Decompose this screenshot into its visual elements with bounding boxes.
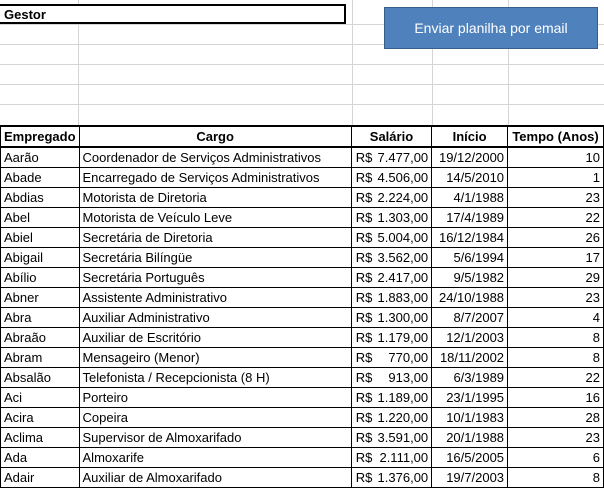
salary-value: 3.591,00 — [377, 430, 429, 445]
table-header-row — [1, 126, 604, 147]
cell-cargo[interactable]: Auxiliar de Escritório — [79, 328, 351, 348]
cell-inicio[interactable]: 18/11/2002 — [432, 348, 508, 368]
cell-cargo[interactable]: Secretária Bilíngüe — [79, 248, 351, 268]
cell-empregado[interactable]: Abraão — [1, 328, 80, 348]
cell-empregado[interactable]: Adair — [1, 468, 80, 488]
cell-cargo[interactable]: Almoxarife — [79, 448, 351, 468]
cell-cargo[interactable]: Porteiro — [79, 388, 351, 408]
currency-symbol: R$ — [355, 270, 373, 285]
cell-salario[interactable] — [351, 288, 431, 308]
table-row — [1, 368, 604, 388]
gridline — [0, 84, 604, 85]
table-row — [1, 208, 604, 228]
cell-inicio[interactable]: 8/7/2007 — [432, 308, 508, 328]
cell-tempo[interactable]: 23 — [508, 188, 604, 208]
currency-symbol: R$ — [355, 150, 373, 165]
currency-symbol: R$ — [355, 290, 373, 305]
cell-salario[interactable] — [351, 268, 431, 288]
cell-cargo[interactable]: Motorista de Diretoria — [79, 188, 351, 208]
cell-cargo[interactable]: Assistente Administrativo — [79, 288, 351, 308]
cell-tempo[interactable]: 8 — [508, 348, 604, 368]
cell-tempo[interactable]: 28 — [508, 408, 604, 428]
cell-inicio[interactable]: 14/5/2010 — [432, 168, 508, 188]
cell-empregado[interactable]: Aarão — [1, 147, 80, 168]
cell-empregado[interactable]: Abram — [1, 348, 80, 368]
currency-symbol: R$ — [355, 370, 373, 385]
cell-salario[interactable] — [351, 147, 431, 168]
table-row — [1, 428, 604, 448]
cell-cargo[interactable]: Copeira — [79, 408, 351, 428]
table-row — [1, 308, 604, 328]
table-row — [1, 248, 604, 268]
currency-symbol: R$ — [355, 190, 373, 205]
salary-value: 1.303,00 — [377, 210, 429, 225]
cell-inicio[interactable]: 19/7/2003 — [432, 468, 508, 488]
cell-tempo[interactable]: 16 — [508, 388, 604, 408]
gridline — [0, 104, 604, 105]
cell-inicio[interactable]: 4/1/1988 — [432, 188, 508, 208]
gridline — [0, 64, 604, 65]
currency-symbol: R$ — [355, 390, 373, 405]
currency-symbol: R$ — [355, 470, 373, 485]
cell-cargo[interactable]: Auxiliar de Almoxarifado — [79, 468, 351, 488]
currency-symbol: R$ — [355, 350, 373, 365]
cell-salario[interactable] — [351, 368, 431, 388]
cell-tempo[interactable]: 26 — [508, 228, 604, 248]
table-row — [1, 228, 604, 248]
cell-tempo[interactable]: 23 — [508, 288, 604, 308]
table-row — [1, 448, 604, 468]
table-row — [1, 288, 604, 308]
salary-value: 2.417,00 — [377, 270, 429, 285]
column-header-cargo[interactable]: Cargo — [79, 126, 351, 147]
cell-empregado[interactable]: Ada — [1, 448, 80, 468]
cell-salario[interactable] — [351, 408, 431, 428]
salary-value: 1.376,00 — [377, 470, 429, 485]
cell-inicio[interactable]: 17/4/1989 — [432, 208, 508, 228]
salary-value: 1.189,00 — [377, 390, 429, 405]
cell-empregado[interactable]: Absalão — [1, 368, 80, 388]
cell-tempo[interactable]: 4 — [508, 308, 604, 328]
cell-empregado[interactable]: Aci — [1, 388, 80, 408]
salary-value: 770,00 — [388, 350, 429, 365]
column-header-inicio[interactable]: Início — [432, 126, 508, 147]
salary-value: 1.179,00 — [377, 330, 429, 345]
cell-tempo[interactable]: 23 — [508, 428, 604, 448]
cell-salario[interactable] — [351, 388, 431, 408]
employee-table — [0, 125, 604, 488]
cell-salario[interactable] — [351, 208, 431, 228]
cell-cargo[interactable]: Motorista de Veículo Leve — [79, 208, 351, 228]
cell-empregado[interactable]: Abílio — [1, 268, 80, 288]
column-header-salario[interactable]: Salário — [351, 126, 431, 147]
salary-value: 913,00 — [388, 370, 429, 385]
cell-salario[interactable] — [351, 428, 431, 448]
currency-symbol: R$ — [355, 170, 373, 185]
gestor-cell[interactable] — [0, 4, 346, 24]
cell-cargo[interactable]: Telefonista / Recepcionista (8 H) — [79, 368, 351, 388]
table-row — [1, 188, 604, 208]
table-row — [1, 468, 604, 488]
table-row — [1, 388, 604, 408]
cell-inicio[interactable]: 10/1/1983 — [432, 408, 508, 428]
cell-cargo[interactable]: Mensageiro (Menor) — [79, 348, 351, 368]
cell-tempo[interactable]: 1 — [508, 168, 604, 188]
cell-cargo[interactable]: Secretária de Diretoria — [79, 228, 351, 248]
table-row — [1, 268, 604, 288]
cell-inicio[interactable]: 16/12/1984 — [432, 228, 508, 248]
gestor-label: Gestor — [4, 7, 46, 22]
cell-empregado[interactable]: Abner — [1, 288, 80, 308]
cell-inicio[interactable]: 23/1/1995 — [432, 388, 508, 408]
cell-empregado[interactable]: Abel — [1, 208, 80, 228]
cell-tempo[interactable]: 8 — [508, 468, 604, 488]
cell-tempo[interactable]: 6 — [508, 448, 604, 468]
cell-empregado[interactable]: Abdias — [1, 188, 80, 208]
currency-symbol: R$ — [355, 310, 373, 325]
cell-tempo[interactable]: 17 — [508, 248, 604, 268]
salary-value: 4.506,00 — [377, 170, 429, 185]
cell-inicio[interactable]: 20/1/1988 — [432, 428, 508, 448]
salary-value: 3.562,00 — [377, 250, 429, 265]
salary-value: 1.883,00 — [377, 290, 429, 305]
salary-value: 5.004,00 — [377, 230, 429, 245]
cell-salario[interactable] — [351, 188, 431, 208]
cell-inicio[interactable]: 19/12/2000 — [432, 147, 508, 168]
send-email-button[interactable] — [384, 7, 598, 49]
table-row — [1, 328, 604, 348]
cell-empregado[interactable]: Abade — [1, 168, 80, 188]
salary-value: 7.477,00 — [377, 150, 429, 165]
salary-value: 2.224,00 — [377, 190, 429, 205]
cell-tempo[interactable]: 22 — [508, 208, 604, 228]
cell-empregado[interactable]: Abigail — [1, 248, 80, 268]
cell-cargo[interactable]: Coordenador de Serviços Administrativos — [79, 147, 351, 168]
cell-empregado[interactable]: Abra — [1, 308, 80, 328]
cell-cargo[interactable]: Supervisor de Almoxarifado — [79, 428, 351, 448]
cell-inicio[interactable]: 9/5/1982 — [432, 268, 508, 288]
cell-tempo[interactable]: 8 — [508, 328, 604, 348]
cell-empregado[interactable]: Abiel — [1, 228, 80, 248]
currency-symbol: R$ — [355, 450, 373, 465]
cell-salario[interactable] — [351, 168, 431, 188]
cell-tempo[interactable]: 29 — [508, 268, 604, 288]
cell-salario[interactable] — [351, 468, 431, 488]
cell-salario[interactable] — [351, 328, 431, 348]
currency-symbol: R$ — [355, 210, 373, 225]
cell-empregado[interactable]: Aclima — [1, 428, 80, 448]
table-row — [1, 147, 604, 168]
currency-symbol: R$ — [355, 330, 373, 345]
currency-symbol: R$ — [355, 410, 373, 425]
cell-salario[interactable] — [351, 348, 431, 368]
cell-inicio[interactable]: 5/6/1994 — [432, 248, 508, 268]
currency-symbol: R$ — [355, 250, 373, 265]
table-row — [1, 348, 604, 368]
send-email-button-label: Enviar planilha por email — [414, 20, 568, 36]
currency-symbol: R$ — [355, 430, 373, 445]
table-row — [1, 168, 604, 188]
cell-empregado[interactable]: Acira — [1, 408, 80, 428]
cell-cargo[interactable]: Secretária Português — [79, 268, 351, 288]
cell-tempo[interactable]: 22 — [508, 368, 604, 388]
salary-value: 2.111,00 — [379, 450, 429, 465]
salary-value: 1.300,00 — [377, 310, 429, 325]
cell-inicio[interactable]: 24/10/1988 — [432, 288, 508, 308]
cell-salario[interactable] — [351, 248, 431, 268]
cell-cargo[interactable]: Auxiliar Administrativo — [79, 308, 351, 328]
column-header-empregado[interactable]: Empregado — [1, 126, 80, 147]
cell-cargo[interactable]: Encarregado de Serviços Administrativos — [79, 168, 351, 188]
cell-inicio[interactable]: 12/1/2003 — [432, 328, 508, 348]
currency-symbol: R$ — [355, 230, 373, 245]
cell-salario[interactable] — [351, 308, 431, 328]
cell-inicio[interactable]: 6/3/1989 — [432, 368, 508, 388]
cell-salario[interactable] — [351, 228, 431, 248]
cell-tempo[interactable]: 10 — [508, 147, 604, 168]
table-row — [1, 408, 604, 428]
salary-value: 1.220,00 — [377, 410, 429, 425]
cell-salario[interactable] — [351, 448, 431, 468]
column-header-tempo[interactable]: Tempo (Anos) — [508, 126, 604, 147]
gridline — [352, 0, 353, 125]
cell-inicio[interactable]: 16/5/2005 — [432, 448, 508, 468]
